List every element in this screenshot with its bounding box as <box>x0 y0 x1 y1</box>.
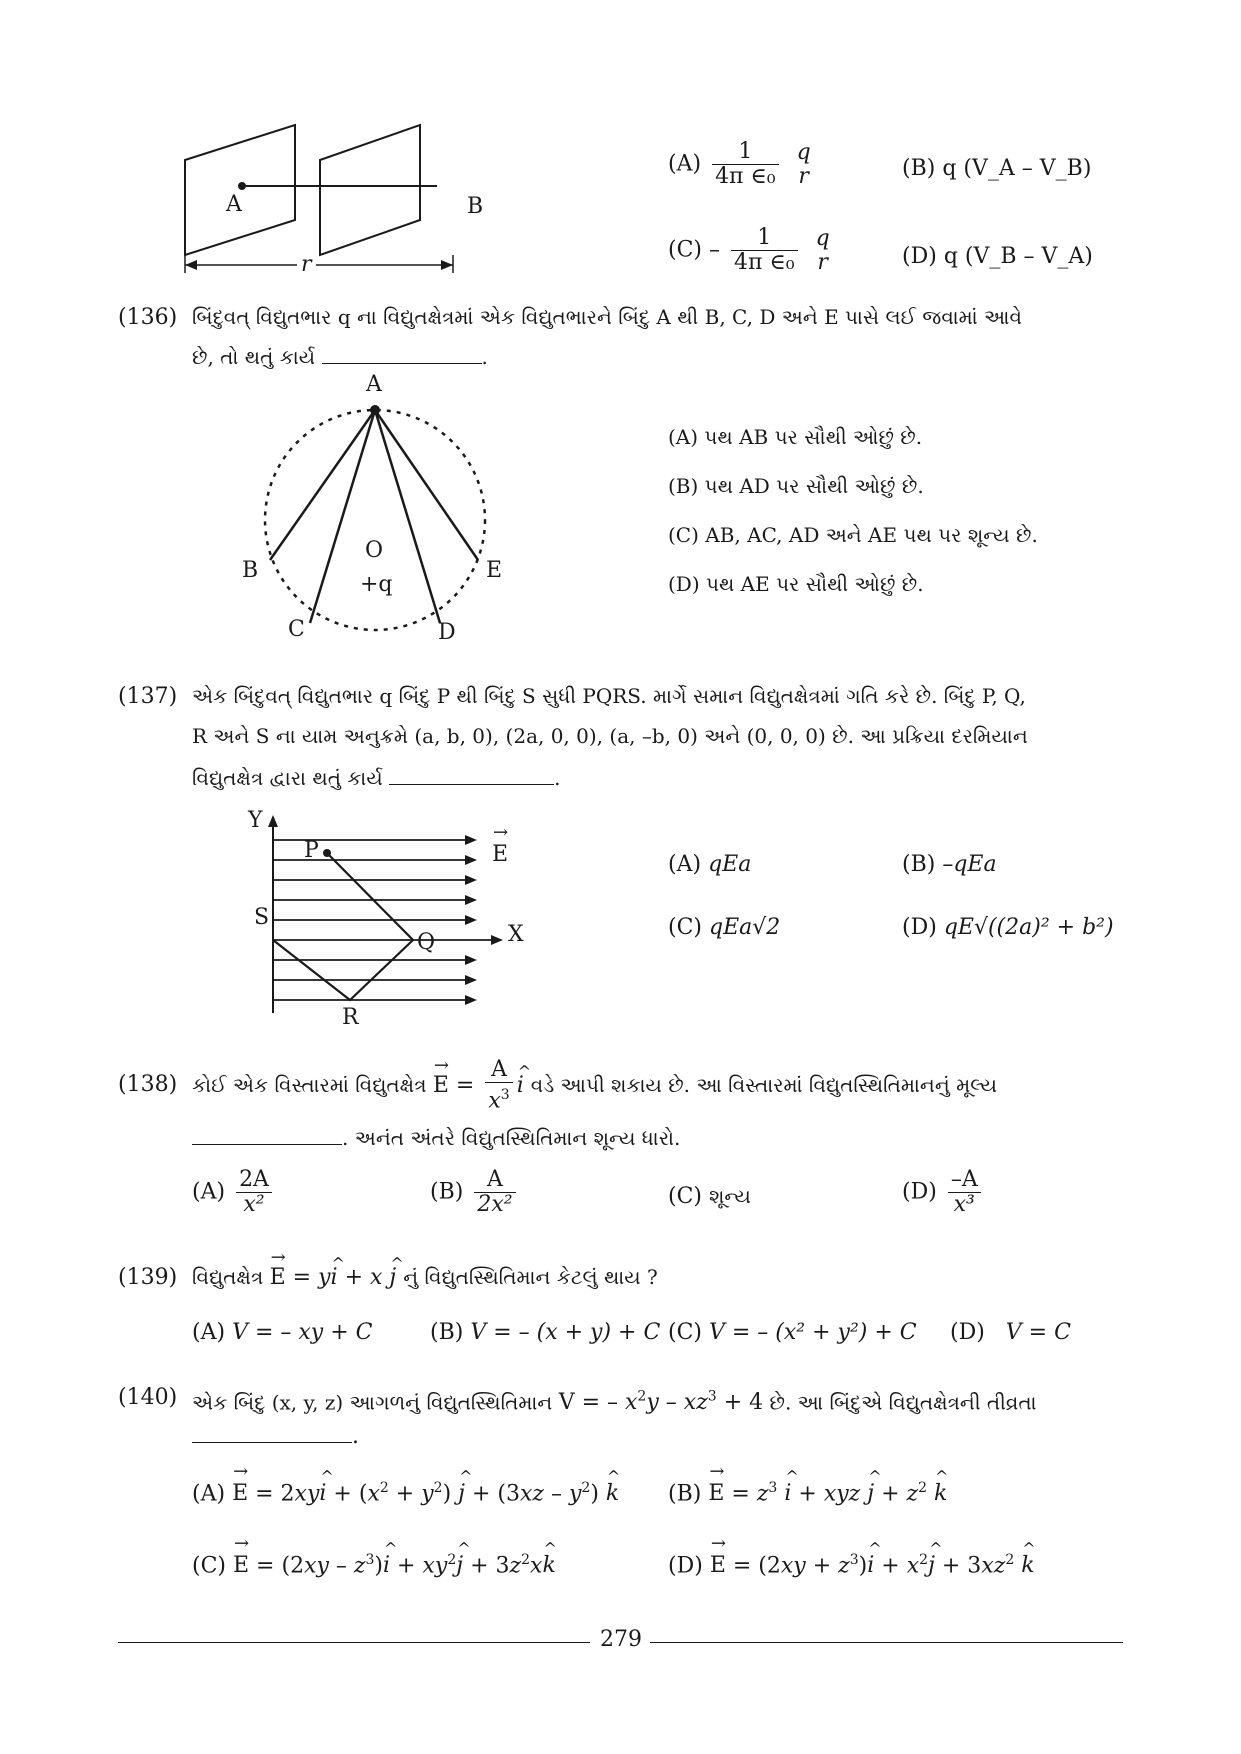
q138-option-a[interactable]: (A) $\frac{2A}{\text{x²}}$ <box>192 1168 276 1217</box>
q138-field-expression: → E = $\frac{A}{x^3}$ ^ i <box>433 1073 531 1098</box>
q137-label-p: P <box>304 838 319 863</box>
q140-option-a[interactable]: (A) → E = 2xy^ $i + (x^2 + y^2)$ ^ $j + (3xz - y^2)$ ^ k <box>192 1480 619 1506</box>
q137-text-line3: વિદ્યુતક્ષેત્ર દ્વારા થતું કાર્ય . <box>192 766 561 790</box>
q138-option-b[interactable]: (B) $\frac{A}{\text{2x²}}$ <box>430 1168 520 1217</box>
q136-number: (136) <box>118 305 178 330</box>
q137-answer-blank <box>389 766 554 785</box>
q138-number: (138) <box>118 1072 178 1097</box>
q136-option-d[interactable]: (D) પથ AE પર સૌથી ઓછું છે. <box>668 572 924 596</box>
q136-option-c[interactable]: (C) AB, AC, AD અને AE પથ પર શૂન્ય છે. <box>668 523 1038 547</box>
q139-number: (139) <box>118 1265 178 1290</box>
q140-option-c[interactable]: $(C) \to E = (2xy - z^3)\^{}$ $i + xy^2\^{}$ $j + 3z^2x\^{}$ k <box>192 1552 556 1578</box>
q136-option-a[interactable]: (A) પથ AB પર સૌથી ઓછું છે. <box>668 425 923 449</box>
q135-option-d[interactable]: (D) q (V_B – V_A) <box>902 244 1093 269</box>
q136-label-o: O <box>365 538 384 563</box>
q139-text: વિદ્યુતક્ષેત્ર → E = y^ i + x ^ j નું વિદ્યુતસ્થિતિમાન કેટલું થાય ? <box>192 1257 658 1298</box>
q139-field-expression: → E = y^ i + x ^ j <box>270 1265 404 1290</box>
q136-label-e: E <box>486 558 503 583</box>
q138-answer-blank <box>192 1126 342 1145</box>
q140-text-line1: એક બિંદુ (x, y, z) આગળનું વિદ્યુતસ્થિતિમાન V = – $x^2y - xz^3 + 4$ છે. આ બિંદુએ વિદ્યુતક્ષેત્રની તીવ્રતા <box>192 1389 1037 1416</box>
q135-option-c[interactable]: (C) – $\frac{1}{\text{4π ∈₀}}$ q r <box>668 225 830 275</box>
q137-label-r: R <box>342 1005 359 1030</box>
q139-option-c[interactable]: (C) V = – (x² + y²) + C <box>668 1320 917 1345</box>
q136-option-b[interactable]: (B) પથ AD પર સૌથી ઓછું છે. <box>668 474 924 498</box>
q135-option-a[interactable]: (A) $\frac{1}{\text{4π ∈₀}}$ q r <box>668 139 811 189</box>
q137-text-line2: R અને S ના યામ અનુક્રમે (a, b, 0), (2a, 0, 0), (a, –b, 0) અને (0, 0, 0) છે. આ પ્રક્રિયા દરમિયાન <box>192 724 1028 748</box>
q138-option-c[interactable]: (C) શૂન્ય <box>668 1184 751 1209</box>
q140-number: (140) <box>118 1385 178 1410</box>
q135-option-b[interactable]: (B) q (V_A – V_B) <box>902 156 1092 181</box>
q138-option-d[interactable]: (D) $\frac{-A}{\text{x³}}$ <box>902 1168 985 1217</box>
q136-label-b: B <box>242 558 259 583</box>
q136-label-c: C <box>288 617 305 642</box>
q136-label-charge: +q <box>360 572 393 597</box>
q137-label-e: → E <box>492 842 508 867</box>
q140-potential-expression: V = – $x^2y - xz^3 + 4$ <box>558 1389 764 1416</box>
q137-label-x: X <box>508 922 524 947</box>
q136-circle-diagram <box>230 375 520 675</box>
point-p <box>323 849 331 857</box>
q135-label-b: B <box>467 194 484 219</box>
q137-option-c[interactable]: (C) qEa√2 <box>668 915 781 940</box>
q136-label-a: A <box>366 372 382 397</box>
q139-option-a[interactable]: (A) V = – xy + C <box>192 1320 373 1345</box>
q135-label-r: r <box>297 252 316 277</box>
page-number: 279 <box>600 1627 642 1652</box>
footer-rule-right <box>650 1642 1123 1643</box>
q135-plates-diagram-b <box>175 115 465 275</box>
q137-label-q: Q <box>417 930 436 955</box>
q137-option-a[interactable]: (A) qEa <box>668 852 752 877</box>
q136-label-d: D <box>438 620 456 645</box>
q137-text-line1: એક બિંદુવત્ વિદ્યુતભાર q બિંદુ P થી બિંદુ S સુધી PQRS. માર્ગે સમાન વિદ્યુતક્ષેત્રમાં ગતિ કરે છે. બિંદુ P, Q, <box>192 684 1026 708</box>
q136-answer-blank <box>322 345 482 364</box>
q137-label-s: S <box>254 905 270 930</box>
footer-rule-left <box>118 1642 590 1643</box>
q140-option-b[interactable]: $(B) \to E = z^3$ ^ i + xyz ^ $j + z^2$ ^ k <box>668 1480 947 1506</box>
q138-text-line1: કોઈ એક વિસ્તારમાં વિદ્યુતક્ષેત્ર → E = $\frac{A}{x^3}$ ^ i વડે આપી શકાય છે. આ વિસ્તારમાં વિદ્યુતસ્થિતિમાનનું મૂલ્ય <box>192 1055 997 1116</box>
q140-text-line2: . <box>192 1417 359 1457</box>
q139-option-b[interactable]: (B) V = – (x + y) + C <box>430 1320 661 1345</box>
q140-answer-blank <box>192 1424 352 1443</box>
q140-option-d[interactable]: $(D) \to E = (2xy + z^3)\^{}$ $i + x^2\^{}$ $j + 3xz^2$ ^ k <box>668 1552 1035 1578</box>
q136-text-line2: છે, તો થતું કાર્ય . <box>192 345 488 369</box>
q136-text-line1: બિંદુવત્ વિદ્યુતભાર q ના વિદ્યુતક્ષેત્રમાં એક વિદ્યુતભારને બિંદુ A થી B, C, D અને E પાસે લઈ જવામાં આવે <box>192 305 1022 329</box>
q137-label-y: Y <box>248 808 263 833</box>
q137-option-d[interactable]: (D) qE√((2a)² + b²) <box>902 915 1114 940</box>
q138-text-line2: . અનંત અંતરે વિદ્યુતસ્થિતિમાન શૂન્ય ધારો. <box>192 1118 680 1158</box>
q135-label-a: A <box>226 192 242 217</box>
q137-option-b[interactable]: (B) –qEa <box>902 852 997 877</box>
q139-option-d[interactable]: (D) V = C <box>950 1320 1071 1345</box>
q137-number: (137) <box>118 684 178 709</box>
